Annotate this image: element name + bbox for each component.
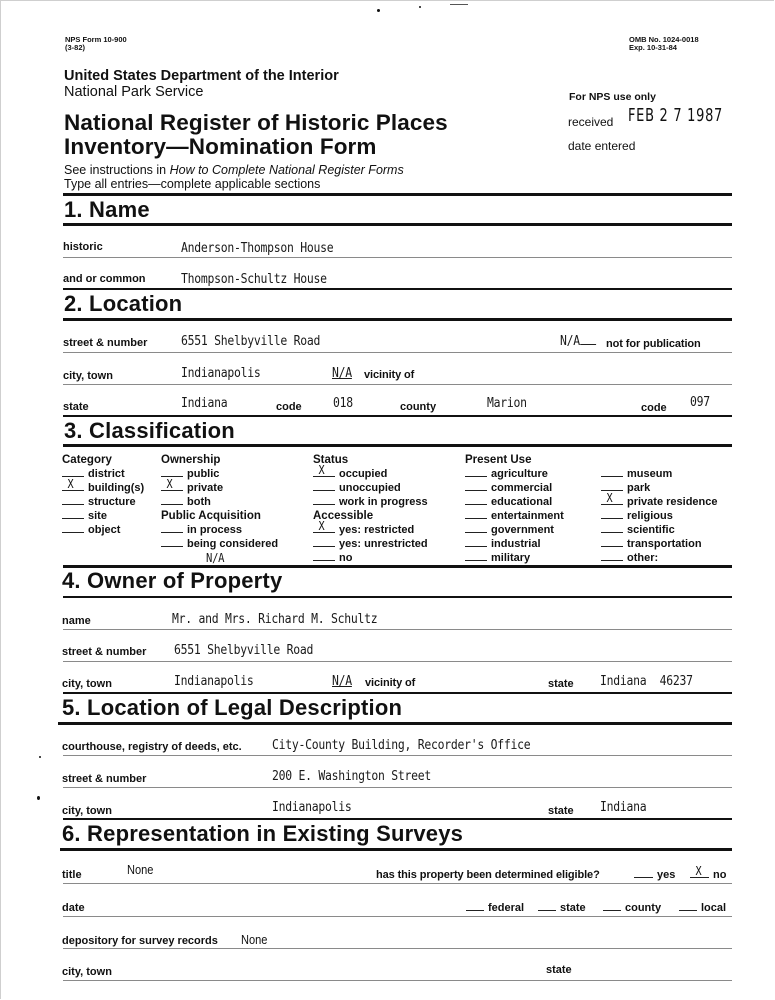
state-label: state [63,401,89,413]
status-header: Status [313,454,349,466]
field-underline [63,629,732,630]
owner-name-label: name [62,615,91,627]
not-for-publication-label: not for publication [606,338,701,350]
form-title-line1: National Register of Historic Places [64,110,448,135]
historic-label: historic [63,241,103,253]
checkbox-buildings[interactable]: X building(s) [62,481,144,495]
field-underline [63,787,732,788]
owner-vicinity-field[interactable]: N/A [332,674,352,689]
owner-state-label: state [548,678,574,690]
common-name-field[interactable]: Thompson-Schultz House [181,272,327,287]
instructions-prefix: See instructions in [64,163,170,177]
street-label: street & number [63,337,148,349]
instructions-line1 [64,163,404,177]
form-title-line2: Inventory—Nomination Form [64,134,377,159]
category-header: Category [62,454,112,466]
checkbox-government[interactable]: government [465,523,564,537]
category-group [62,453,144,537]
checkbox-religious[interactable]: religious [601,509,718,523]
checkbox-no[interactable]: no [313,551,428,565]
survey-title-field[interactable]: None [127,862,154,877]
courthouse-label: courthouse, registry of deeds, etc. [62,741,242,753]
level-state-checkbox[interactable]: state [538,901,586,915]
county-code-field[interactable]: 097 [690,395,710,410]
field-underline [63,755,732,756]
field-underline [63,883,732,884]
omb-number: OMB No. 1024-0018 [629,35,699,44]
public-acquisition-note: N/A [206,551,225,565]
survey-date-label: date [62,902,85,914]
legal-state-field[interactable]: Indiana [600,800,647,815]
historic-name-field[interactable]: Anderson-Thompson House [181,241,334,256]
section-2-top-rule [63,288,732,290]
section-5-top-rule [63,692,732,694]
legal-city-label: city, town [62,805,112,817]
county-label: county [400,401,437,413]
checkbox-industrial[interactable]: industrial [465,537,564,551]
level-federal-checkbox[interactable]: federal [466,901,524,915]
not-for-publication-field[interactable] [560,334,596,349]
legal-city-field[interactable]: Indianapolis [272,800,352,815]
scan-speck [450,4,468,5]
field-underline [63,980,732,981]
checkbox-educational[interactable]: educational [465,495,564,509]
present-use-header: Present Use [465,454,532,466]
section-2-title: 2. Location [64,291,183,316]
checkbox-work-in-progress[interactable]: work in progress [313,495,428,509]
scan-speck [39,756,41,758]
scan-speck [37,796,40,800]
state-code-field[interactable]: 018 [333,396,353,411]
department-name: United States Department of the Interior [64,68,339,84]
checkbox-site[interactable]: site [62,509,144,523]
section-3-top-rule [63,415,732,417]
checkbox-private[interactable]: X private [161,481,278,495]
state-code-label: code [276,401,302,413]
checkbox-private-residence[interactable]: X private residence [601,495,718,509]
section-6-title: 6. Representation in Existing Surveys [62,821,464,846]
section-3-rule [63,444,732,447]
state-field[interactable]: Indiana [181,396,228,411]
survey-title-label: title [62,869,82,881]
survey-city-label: city, town [62,966,112,978]
nps-use-header: For NPS use only [569,91,656,103]
accessible-header: Accessible [313,510,374,522]
field-underline [63,661,732,662]
present-use-group-2 [601,467,718,565]
legal-state-label: state [548,805,574,817]
ownership-group [161,453,278,565]
form-number: NPS Form 10-900 [65,35,127,44]
checkbox-entertainment[interactable]: entertainment [465,509,564,523]
common-name-label: and or common [63,273,146,285]
section-4-title: 4. Owner of Property [62,568,283,593]
not-for-publication-value: N/A [560,334,580,349]
owner-city-field[interactable]: Indianapolis [174,674,254,689]
survey-state-label: state [546,964,572,976]
checkbox-military[interactable]: military [465,551,564,565]
checkbox-agriculture[interactable]: agriculture [465,467,564,481]
field-underline [63,948,732,949]
received-stamp: FEB 2 7 1987 [628,105,724,126]
level-county-checkbox[interactable]: county [603,901,661,915]
checkbox-transportation[interactable]: transportation [601,537,718,551]
eligible-question: has this property been determined eligible? [376,869,600,881]
public-acquisition-header: Public Acquisition [161,510,261,522]
section-1-title: 1. Name [64,197,150,222]
field-underline [63,352,732,353]
county-field[interactable]: Marion [487,396,527,411]
scan-speck [377,9,380,12]
legal-street-label: street & number [62,773,147,785]
agency-name: National Park Service [64,84,204,100]
street-field[interactable]: 6551 Shelbyville Road [181,334,321,349]
city-field[interactable]: Indianapolis [181,366,261,381]
owner-name-field[interactable]: Mr. and Mrs. Richard M. Schultz [172,612,378,627]
city-label: city, town [63,370,113,382]
vicinity-label: vicinity of [364,369,415,381]
field-underline [63,916,732,917]
status-group [313,453,428,565]
section-5-rule [58,722,732,725]
level-local-checkbox[interactable]: local [679,901,726,915]
instructions-line2: Type all entries—complete applicable sections [64,177,321,191]
instructions-reference: How to Complete National Register Forms [169,163,404,177]
present-use-group [465,453,564,565]
checkbox-other[interactable]: other: [601,551,718,565]
checkbox-yes-unrestricted[interactable]: yes: unrestricted [313,537,428,551]
section-6-rule [60,848,732,851]
ownership-header: Ownership [161,454,221,466]
form-revision: (3-82) [65,43,86,52]
owner-city-label: city, town [62,678,112,690]
field-underline [63,257,732,258]
checkbox-museum[interactable]: museum [601,467,718,481]
section-5-title: 5. Location of Legal Description [62,695,403,720]
section-4-rule [63,596,732,598]
field-underline [63,384,732,385]
checkbox-public[interactable]: public [161,467,278,481]
depository-field[interactable]: None [241,932,268,947]
depository-label: depository for survey records [62,935,218,947]
eligible-no-checkbox[interactable]: X no [690,868,726,882]
section-3-title: 3. Classification [64,418,235,443]
scan-speck [419,6,421,8]
checkbox-park[interactable]: park [601,481,718,495]
date-entered-label: date entered [568,139,636,153]
checkbox-occupied[interactable]: X occupied [313,467,428,481]
checkbox-both[interactable]: both [161,495,278,509]
checkbox-object[interactable]: object [62,523,144,537]
received-label: received [568,115,614,129]
eligible-yes-checkbox[interactable]: yes [634,868,675,882]
omb-expiration: Exp. 10-31-84 [629,43,677,52]
checkbox-commercial[interactable]: commercial [465,481,564,495]
owner-street-label: street & number [62,646,147,658]
checkbox-being-considered[interactable]: being considered [161,537,278,551]
checkbox-scientific[interactable]: scientific [601,523,718,537]
section-2-rule [63,318,732,321]
county-code-label: code [641,402,667,414]
vicinity-field[interactable]: N/A [332,366,352,381]
owner-vicinity-label: vicinity of [365,677,416,689]
courthouse-field[interactable]: City-County Building, Recorder's Office [272,738,531,753]
owner-street-field[interactable]: 6551 Shelbyville Road [174,643,314,658]
owner-state-field[interactable]: Indiana 46237 [600,674,693,689]
section-1-rule [63,223,732,226]
section-6-top-rule [63,818,732,820]
checkbox-yes-restricted[interactable]: X yes: restricted [313,523,428,537]
checkbox-structure[interactable]: structure [62,495,144,509]
header-rule [63,193,732,196]
checkbox-district[interactable]: district [62,467,144,481]
legal-street-field[interactable]: 200 E. Washington Street [272,769,431,784]
checkbox-unoccupied[interactable]: unoccupied [313,481,428,495]
checkbox-in-process[interactable]: in process [161,523,278,537]
